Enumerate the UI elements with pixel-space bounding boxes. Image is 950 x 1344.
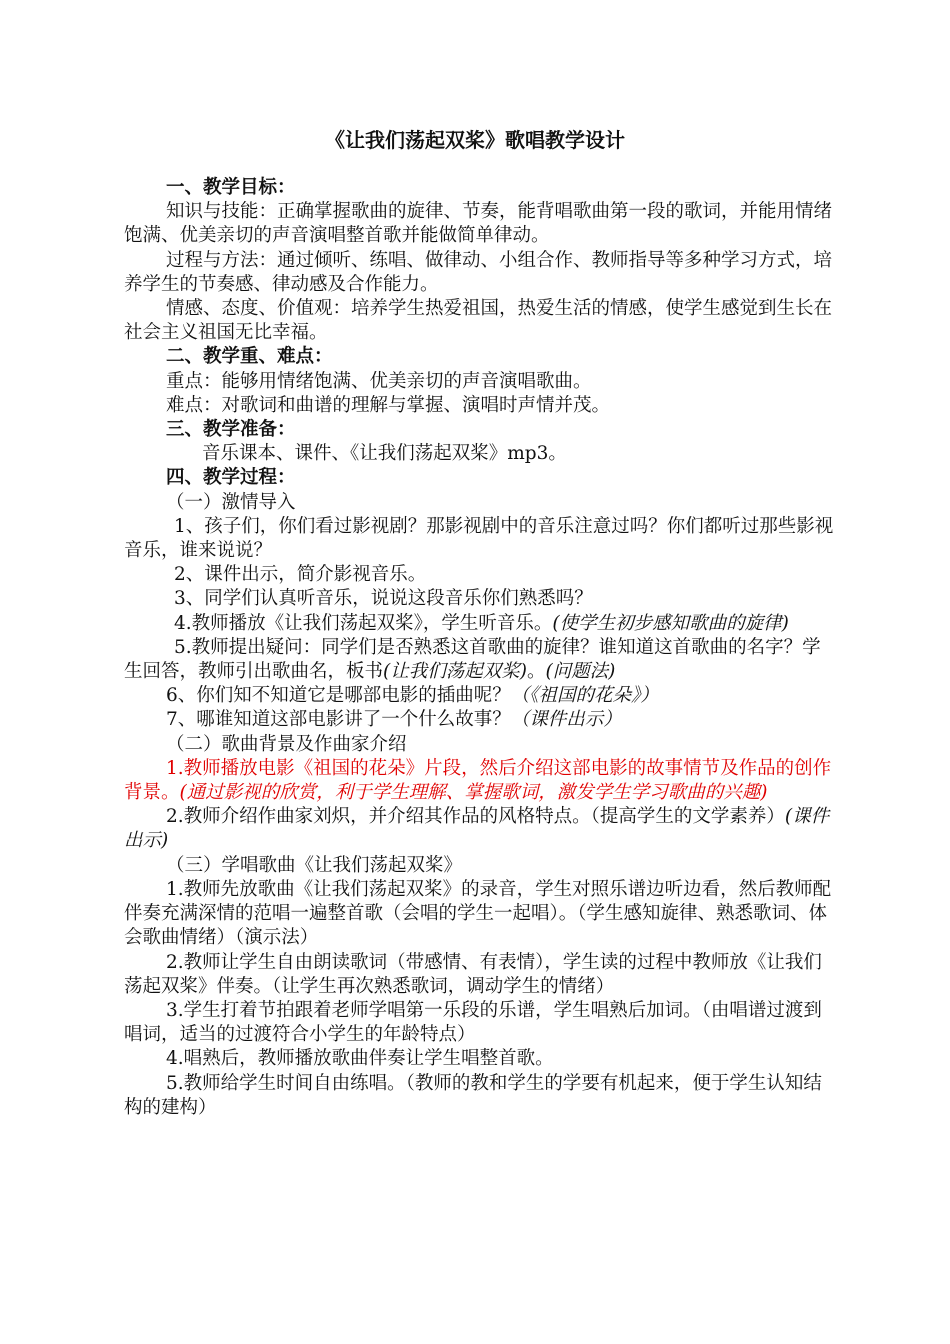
text-run: 5.教师提出疑问：同学们是否熟悉这首歌曲的旋律？谁知道这首歌曲的名字？学生回答，教师引出歌曲名，板书 (124, 636, 821, 683)
document-title: 《让我们荡起双桨》歌唱教学设计 (325, 128, 625, 152)
section-heading-process: 四、教学过程： (166, 467, 296, 489)
subsection-heading: （一）激情导入 (166, 491, 296, 513)
paragraph: 2、课件出示，简介影视音乐。 (174, 564, 427, 586)
paragraph: 情感、态度、价值观：培养学生热爱祖国，热爱生活的情感，使学生感觉到生长在社会主义祖国无比幸福。 (124, 298, 833, 344)
text-run: 7、哪谁知道这部电影讲了一个什么故事？ (166, 709, 511, 731)
document-body (124, 176, 834, 1120)
italic-note: (让我们荡起双桨) (383, 661, 527, 683)
paragraph (124, 636, 834, 684)
section-heading-preparation: 三、教学准备： (166, 419, 296, 441)
paragraph (124, 612, 834, 636)
paragraph: 过程与方法：通过倾听、练唱、做律动、小组合作、教师指导等多种学习方式，培养学生的节奏感、律动感及合作能力。 (124, 249, 833, 295)
text-run: 1.教师播放电影《祖国的花朵》片段，然后介绍这部电影的故事情节及作品的创作背景。 (124, 757, 832, 804)
text-run: 2.教师介绍作曲家刘炽，并介绍其作品的风格特点。（提高学生的文学素养） (166, 806, 785, 828)
section-heading-keypoints: 二、教学重、难点： (166, 346, 333, 368)
subsection-heading: （三）学唱歌曲《让我们荡起双桨》 (166, 854, 463, 876)
paragraph: 3、同学们认真听音乐，说说这段音乐你们熟悉吗？ (174, 588, 593, 610)
text-run: 。 (526, 661, 546, 683)
italic-note: (问题法) (545, 661, 616, 683)
paragraph (124, 708, 834, 732)
paragraph: 重点：能够用情绪饱满、优美亲切的声音演唱歌曲。 (166, 370, 592, 392)
paragraph: 1.教师先放歌曲《让我们荡起双桨》的录音，学生对照乐谱边听边看，然后教师配伴奏充满深情的范唱一遍整首歌（会唱的学生一起唱）。（学生感知旋律、熟悉歌词、体会歌曲情绪）（演示法） (124, 878, 832, 949)
section-heading-goals: 一、教学目标： (166, 177, 296, 198)
italic-note: (通过影视的欣赏，利于学生理解、掌握歌词，激发学生学习歌曲的兴趣) (179, 782, 768, 804)
paragraph (124, 805, 834, 853)
paragraph: 2.教师让学生自由朗读歌词（带感情、有表情），学生读的过程中教师放《让我们荡起双桨》伴奏。（让学生再次熟悉歌词，调动学生的情绪） (124, 951, 822, 997)
paragraph: 4.唱熟后，教师播放歌曲伴奏让学生唱整首歌。 (166, 1048, 554, 1070)
paragraph: 难点：对歌词和曲谱的理解与掌握、演唱时声情并茂。 (166, 394, 611, 416)
text-run: 4.教师播放《让我们荡起双桨》，学生听音乐。 (174, 612, 553, 634)
paragraph (124, 684, 834, 708)
text-run: 6、你们知不知道它是哪部电影的插曲呢？ (166, 685, 511, 707)
paragraph: 3.学生打着节拍跟着老师学唱第一乐段的乐谱，学生唱熟后加词。（由唱谱过渡到唱词，适当的过渡符合小学生的年龄特点） (124, 999, 822, 1046)
paragraph: 1、孩子们，你们看过影视剧？那影视剧中的音乐注意过吗？你们都听过那些影视音乐，谁来说说？ (124, 515, 834, 562)
paragraph: 音乐课本、课件、《让我们荡起双桨》mp3。 (202, 443, 567, 465)
highlighted-paragraph (124, 757, 834, 805)
paragraph: 知识与技能：正确掌握歌曲的旋律、节奏，能背唱歌曲第一段的歌词，并能用情绪饱满、优美亲切的声音演唱整首歌并能做简单律动。 (124, 201, 833, 247)
italic-note: （《祖国的花朵》） (510, 685, 659, 707)
subsection-heading: （二）歌曲背景及作曲家介绍 (166, 733, 407, 755)
italic-note: (课件出示) (124, 806, 830, 852)
italic-note: (使学生初步感知歌曲的旋律) (552, 612, 789, 634)
paragraph: 5.教师给学生时间自由练唱。（教师的教和学生的学要有机起来，便于学生认知结构的建构） (124, 1072, 822, 1118)
italic-note: （课件出示） (510, 709, 622, 731)
